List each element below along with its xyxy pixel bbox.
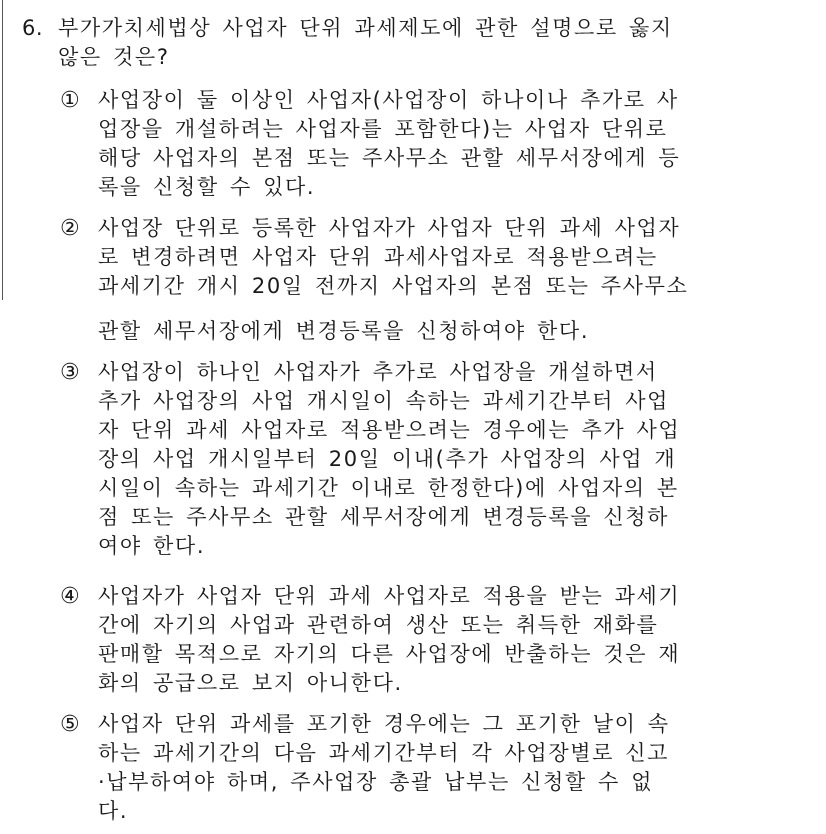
question-line: 부가가치세법상 사업자 단위 과세제도에 관한 설명으로 옳지 — [58, 16, 673, 40]
option-text — [98, 358, 680, 561]
option-line: 시일이 속하는 과세기간 이내로 한정한다)에 사업자의 본 — [98, 476, 679, 500]
option-line: 사업자 단위 과세를 포기한 경우에는 그 포기한 날이 속 — [98, 712, 670, 736]
option-line: 화의 공급으로 보지 아니한다. — [98, 671, 403, 695]
option-line: 과세기간 개시 20일 전까지 사업자의 본점 또는 주사무소 — [98, 274, 689, 298]
option-line: 다. — [98, 799, 129, 823]
option-text — [98, 582, 680, 698]
option-marker: ⑤ — [60, 712, 80, 737]
option-line: 간에 자기의 사업과 관련하여 생산 또는 취득한 재화를 — [98, 613, 659, 637]
option-marker: ④ — [60, 584, 80, 609]
question-line: 않은 것은? — [58, 45, 170, 69]
option-line: 해당 사업자의 본점 또는 주사무소 관할 세무서장에게 등 — [98, 146, 681, 170]
option-line: 관할 세무서장에게 변경등록을 신청하여야 한다. — [98, 319, 590, 343]
option-text — [98, 214, 688, 346]
option-line: ·납부하여야 하며, 주사업장 총괄 납부는 신청할 수 없 — [98, 770, 654, 794]
question-number: 6. — [22, 16, 44, 40]
question-text — [58, 14, 673, 72]
option-line: 판매할 목적으로 자기의 다른 사업장에 반출하는 것은 재 — [98, 642, 681, 666]
option-line: 장의 사업 개시일부터 20일 이내(추가 사업장의 사업 개 — [98, 447, 677, 471]
option-line: 사업장이 하나인 사업자가 추가로 사업장을 개설하면서 — [98, 360, 658, 384]
option-line: 점 또는 주사무소 관할 세무서장에게 변경등록을 신청하 — [98, 505, 670, 529]
option-line: 록을 신청할 수 있다. — [98, 175, 316, 199]
option-line: 업장을 개설하려는 사업자를 포함한다)는 사업자 단위로 — [98, 117, 668, 141]
left-border-rule — [2, 0, 3, 300]
option-line: 로 변경하려면 사업자 단위 과세사업자로 적용받으려는 — [98, 245, 658, 269]
option-line: 추가 사업장의 사업 개시일이 속하는 과세기간부터 사업 — [98, 389, 670, 413]
option-marker: ② — [60, 216, 80, 241]
option-line: 자 단위 과세 사업자로 적용받으려는 경우에는 추가 사업 — [98, 418, 681, 442]
option-line: 하는 과세기간의 다음 과세기간부터 각 사업장별로 신고 — [98, 741, 670, 765]
option-text — [98, 86, 680, 202]
option-text — [98, 710, 670, 826]
option-marker: ③ — [60, 360, 80, 385]
option-line: 사업장 단위로 등록한 사업자가 사업자 단위 과세 사업자 — [98, 216, 681, 240]
option-marker: ① — [60, 88, 80, 113]
option-line: 사업장이 둘 이상인 사업자(사업장이 하나이나 추가로 사 — [98, 88, 679, 112]
option-line: 사업자가 사업자 단위 과세 사업자로 적용을 받는 과세기 — [98, 584, 681, 608]
option-line: 여야 한다. — [98, 534, 206, 558]
